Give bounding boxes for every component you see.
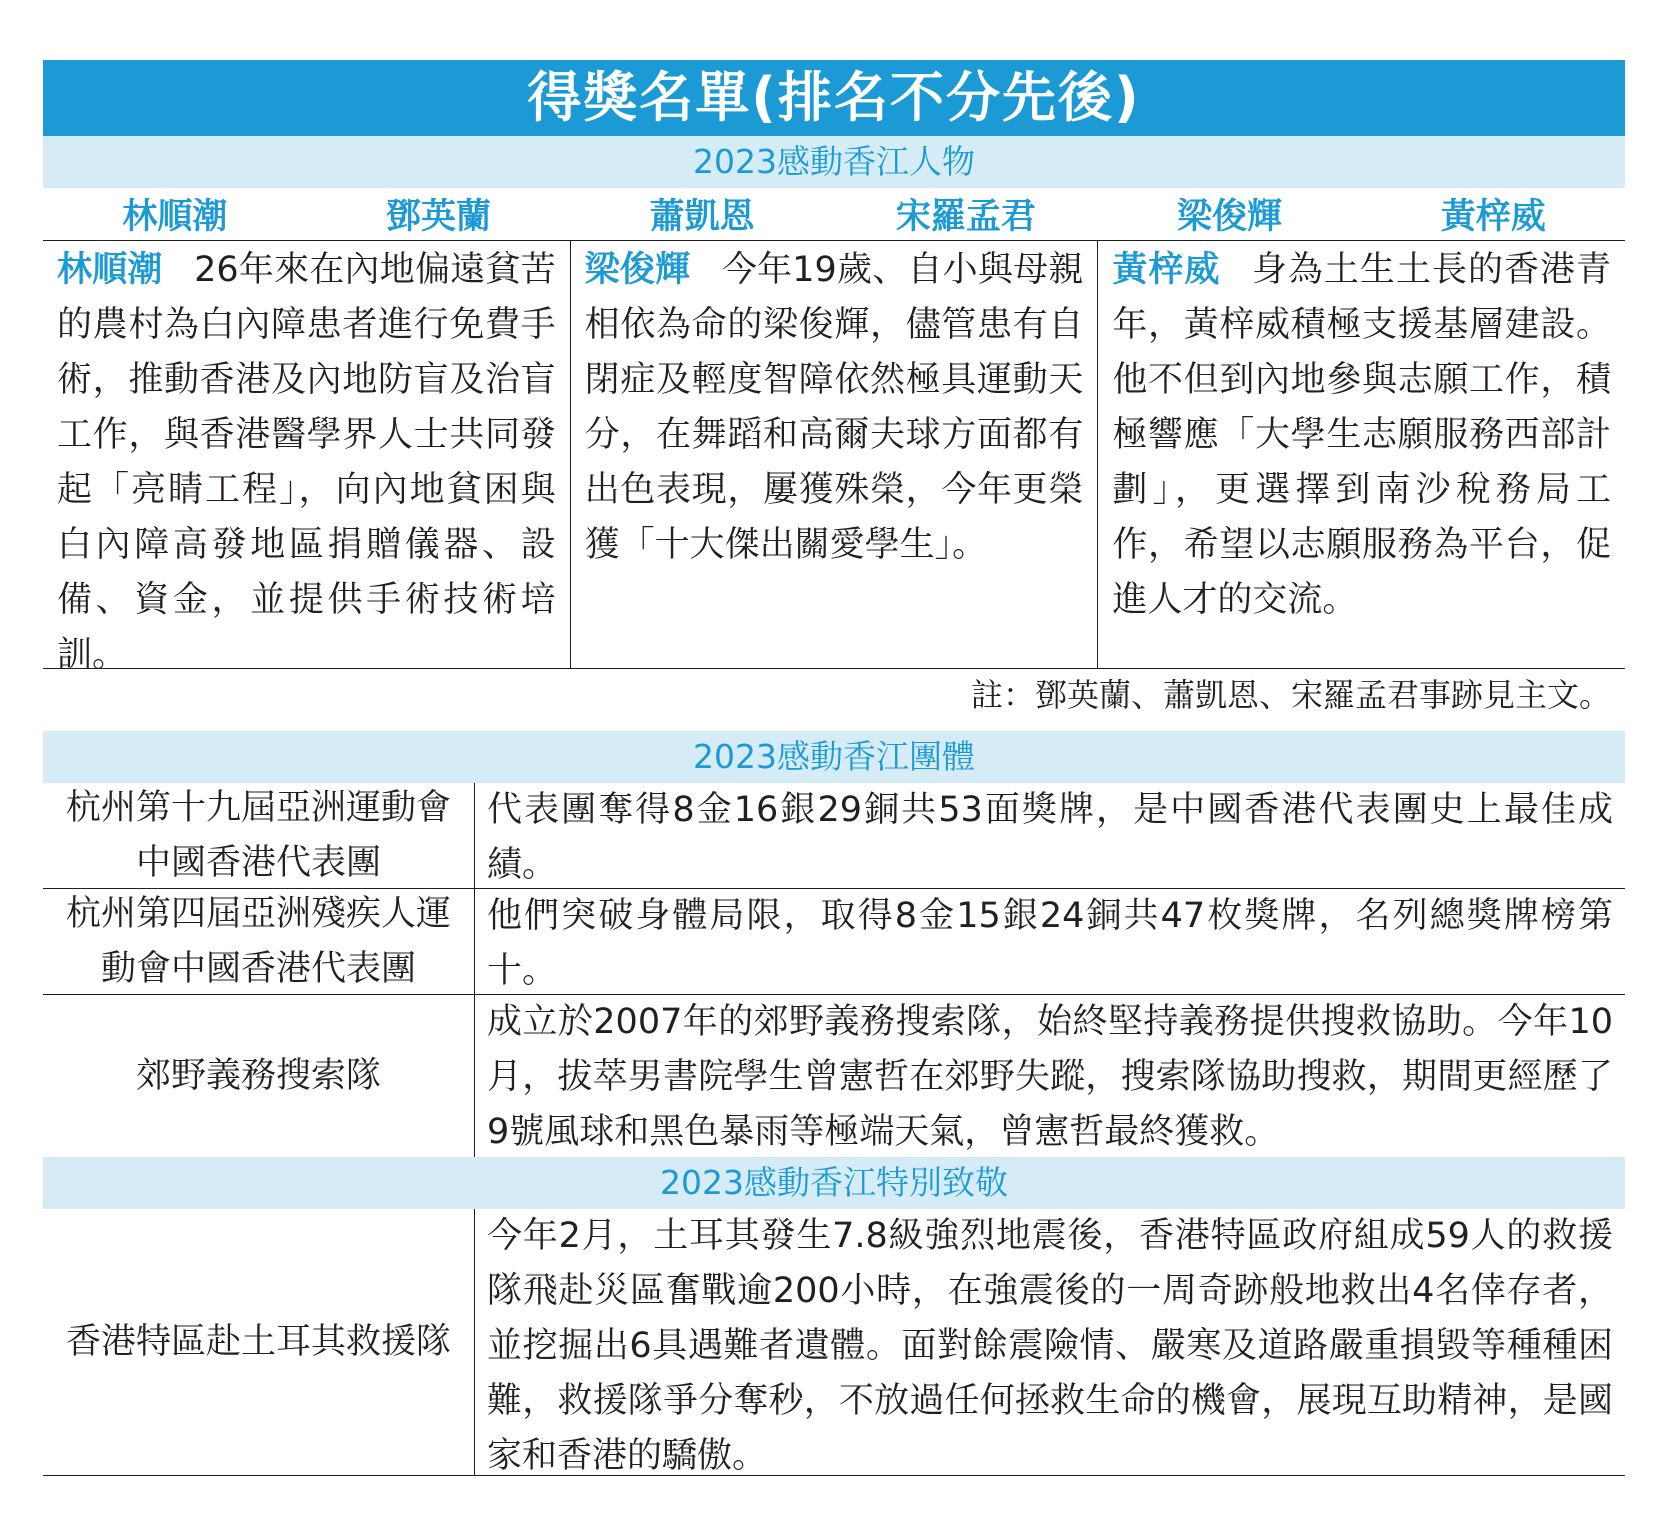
table-row	[43, 995, 1625, 1157]
table-row	[43, 783, 1625, 889]
bio-column	[570, 241, 1098, 668]
team-description: 今年2月，土耳其發生7.8級強烈地震後，香港特區政府組成59人的救援隊飛赴災區奮戰逾200小時，在強震後的一周奇跡般地救出4名倖存者，並挖掘出6具遇難者遺體。面對餘震險情、嚴寒及道路嚴重損毀等種種困難，救援隊爭分奪秒，不放過任何拯救生命的機會，展現互助精神，是國家和香港的驕傲。	[487, 1216, 1613, 1476]
section-header-people: 2023感動香江人物	[43, 136, 1625, 188]
people-names-row	[43, 188, 1625, 240]
person-name: 林順潮	[122, 197, 228, 237]
bio-text: 身為土生土長的香港青年，黃梓威積極支援基層建設。他不但到內地參與志願工作，積極響應「大學生志願服務西部計劃」，更選擇到南沙稅務局工作，希望以志願服務為平台，促進人才的交流。	[1112, 250, 1612, 620]
table-row	[43, 889, 1625, 995]
person-name: 宋羅孟君	[895, 197, 1036, 237]
group-description: 成立於2007年的郊野義務搜索隊，始終堅持義務提供搜救協助。今年10月，拔萃男書院學生曾憲哲在郊野失蹤，搜索隊協助搜救，期間更經歷了9號風球和黑色暴雨等極端天氣，曾憲哲最終獲救。	[487, 1002, 1613, 1152]
bio-column	[1097, 241, 1625, 668]
main-title: 得獎名單(排名不分先後)	[43, 60, 1625, 136]
person-name: 蕭凱恩	[649, 197, 755, 237]
person-name: 鄧英蘭	[386, 197, 492, 237]
bio-text: 今年19歲、自小與母親相依為命的梁俊輝，儘管患有自閉症及輕度智障依然極具運動天分，在舞蹈和高爾夫球方面都有出色表現，屢獲殊榮，今年更榮獲「十大傑出關愛學生」。	[584, 250, 1084, 565]
person-name: 梁俊輝	[1177, 197, 1283, 237]
bio-name: 黃梓威	[1112, 250, 1221, 290]
group-description: 代表團奪得8金16銀29銅共53面獎牌，是中國香港代表團史上最佳成績。	[487, 790, 1613, 885]
people-bios	[43, 240, 1625, 675]
person-name: 黃梓威	[1440, 197, 1546, 237]
footnote: 註：鄧英蘭、蕭凱恩、宋羅孟君事跡見主文。	[970, 676, 1611, 714]
bio-name: 林順潮	[57, 250, 163, 290]
award-list-sheet	[43, 60, 1625, 1476]
table-row	[43, 1209, 1625, 1476]
bio-text: 26年來在內地偏遠貧苦的農村為白內障患者進行免費手術，推動香港及內地防盲及治盲工作，與香港醫學界人士共同發起「亮睛工程」，向內地貧困與白內障高發地區捐贈儀器、設備、資金，並提供手術技術培訓。	[57, 250, 556, 675]
group-name: 郊野義務搜索隊	[43, 995, 475, 1157]
team-name: 香港特區赴土耳其救援隊	[43, 1209, 475, 1475]
bio-column	[43, 241, 570, 675]
section-header-groups: 2023感動香江團體	[43, 731, 1625, 783]
section-header-tribute: 2023感動香江特別致敬	[43, 1157, 1625, 1209]
group-name: 杭州第四屆亞洲殘疾人運動會中國香港代表團	[43, 889, 475, 994]
group-name: 杭州第十九屆亞洲運動會中國香港代表團	[43, 783, 475, 888]
group-description: 他們突破身體局限，取得8金15銀24銅共47枚獎牌，名列總獎牌榜第十。	[487, 896, 1613, 991]
bio-name: 梁俊輝	[584, 250, 691, 290]
